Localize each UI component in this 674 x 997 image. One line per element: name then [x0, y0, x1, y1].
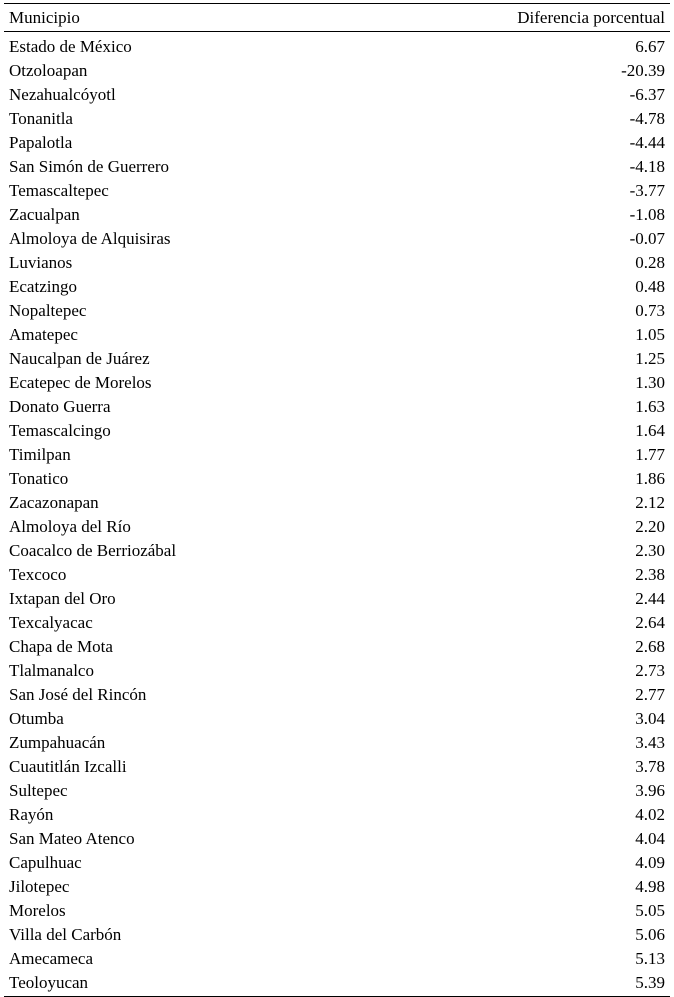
cell-diferencia: 0.73	[635, 301, 665, 320]
cell-municipio: Timilpan	[9, 445, 71, 464]
cell-diferencia: 3.78	[635, 757, 665, 776]
cell-diferencia: -4.78	[629, 109, 665, 128]
cell-municipio: Naucalpan de Juárez	[9, 349, 150, 368]
table-row	[4, 179, 670, 203]
cell-municipio: Nopaltepec	[9, 301, 87, 320]
table-row	[4, 779, 670, 803]
cell-diferencia: 2.30	[635, 541, 665, 560]
cell-diferencia: 3.04	[635, 709, 665, 728]
table-row	[4, 971, 670, 995]
cell-diferencia: 2.64	[635, 613, 665, 632]
cell-municipio: Chapa de Mota	[9, 637, 113, 656]
table-row	[4, 683, 670, 707]
cell-diferencia: -4.18	[629, 157, 665, 176]
table-row	[4, 395, 670, 419]
cell-municipio: Villa del Carbón	[9, 925, 122, 944]
table-row	[4, 107, 670, 131]
table-row	[4, 131, 670, 155]
table-row	[4, 35, 670, 59]
cell-diferencia: -4.44	[629, 133, 665, 152]
table-row	[4, 323, 670, 347]
cell-municipio: Sultepec	[9, 781, 68, 800]
table-row	[4, 563, 670, 587]
cell-diferencia: -6.37	[629, 85, 665, 104]
table-row	[4, 755, 670, 779]
table-body	[4, 32, 670, 995]
table-row	[4, 899, 670, 923]
cell-municipio: Tlalmanalco	[9, 661, 94, 680]
cell-municipio: Ecatepec de Morelos	[9, 373, 152, 392]
cell-diferencia: 2.73	[635, 661, 665, 680]
table-row	[4, 539, 670, 563]
table-header	[4, 4, 670, 31]
cell-municipio: Texcalyacac	[9, 613, 93, 632]
cell-municipio: Coacalco de Berriozábal	[9, 541, 177, 560]
cell-municipio: Teoloyucan	[9, 973, 89, 992]
cell-diferencia: -0.07	[629, 229, 665, 248]
cell-diferencia: 5.39	[635, 973, 665, 992]
cell-diferencia: 5.05	[635, 901, 665, 920]
cell-municipio: Otzoloapan	[9, 61, 88, 80]
cell-municipio: Papalotla	[9, 133, 73, 152]
table-row	[4, 707, 670, 731]
cell-diferencia: -20.39	[621, 61, 665, 80]
cell-municipio: San Mateo Atenco	[9, 829, 135, 848]
table-row	[4, 875, 670, 899]
column-header-municipio: Municipio	[9, 8, 80, 27]
cell-municipio: Temascaltepec	[9, 181, 109, 200]
cell-diferencia: 2.68	[635, 637, 665, 656]
cell-municipio: Amatepec	[9, 325, 78, 344]
table-row	[4, 635, 670, 659]
table-row	[4, 251, 670, 275]
cell-diferencia: 3.43	[635, 733, 665, 752]
cell-diferencia: 1.64	[635, 421, 665, 440]
cell-diferencia: 6.67	[635, 37, 665, 56]
cell-diferencia: 1.86	[635, 469, 665, 488]
cell-diferencia: 5.06	[635, 925, 665, 944]
table-row	[4, 803, 670, 827]
table-row	[4, 467, 670, 491]
table-row	[4, 443, 670, 467]
cell-diferencia: 2.77	[635, 685, 665, 704]
cell-diferencia: 0.48	[635, 277, 665, 296]
cell-municipio: Jilotepec	[9, 877, 70, 896]
cell-municipio: San Simón de Guerrero	[9, 157, 170, 176]
cell-diferencia: -3.77	[629, 181, 665, 200]
table-row	[4, 275, 670, 299]
cell-diferencia: 1.30	[635, 373, 665, 392]
table-row	[4, 659, 670, 683]
cell-municipio: Nezahualcóyotl	[9, 85, 116, 104]
cell-diferencia: 5.13	[635, 949, 665, 968]
cell-diferencia: 2.44	[635, 589, 665, 608]
table-row	[4, 515, 670, 539]
table-row	[4, 419, 670, 443]
cell-municipio: Otumba	[9, 709, 64, 728]
table-row	[4, 59, 670, 83]
cell-diferencia: 3.96	[635, 781, 665, 800]
data-table	[4, 0, 670, 997]
cell-diferencia: 2.20	[635, 517, 665, 536]
cell-diferencia: 4.04	[635, 829, 665, 848]
table-row	[4, 371, 670, 395]
table-row	[4, 491, 670, 515]
table-row	[4, 851, 670, 875]
cell-municipio: Tonatico	[9, 469, 69, 488]
cell-municipio: Estado de México	[9, 37, 132, 56]
cell-municipio: Zacazonapan	[9, 493, 99, 512]
cell-municipio: Texcoco	[9, 565, 67, 584]
cell-municipio: Temascalcingo	[9, 421, 111, 440]
table-row	[4, 155, 670, 179]
cell-municipio: Capulhuac	[9, 853, 82, 872]
cell-municipio: Luvianos	[9, 253, 73, 272]
cell-municipio: Rayón	[9, 805, 54, 824]
cell-municipio: Zumpahuacán	[9, 733, 106, 752]
cell-municipio: Almoloya del Río	[9, 517, 131, 536]
table-row	[4, 611, 670, 635]
cell-municipio: Tonanitla	[9, 109, 73, 128]
cell-municipio: Morelos	[9, 901, 66, 920]
table-row	[4, 347, 670, 371]
table-row	[4, 227, 670, 251]
cell-municipio: Cuautitlán Izcalli	[9, 757, 127, 776]
cell-diferencia: -1.08	[629, 205, 665, 224]
cell-diferencia: 2.38	[635, 565, 665, 584]
cell-diferencia: 4.09	[635, 853, 665, 872]
cell-diferencia: 1.25	[635, 349, 665, 368]
cell-diferencia: 4.98	[635, 877, 665, 896]
cell-municipio: Zacualpan	[9, 205, 80, 224]
table-row	[4, 731, 670, 755]
column-header-diferencia: Diferencia porcentual	[517, 8, 665, 27]
cell-diferencia: 1.05	[635, 325, 665, 344]
table-row	[4, 587, 670, 611]
cell-diferencia: 1.63	[635, 397, 665, 416]
table-row	[4, 83, 670, 107]
cell-municipio: Almoloya de Alquisiras	[9, 229, 171, 248]
table-row	[4, 947, 670, 971]
cell-municipio: Ixtapan del Oro	[9, 589, 116, 608]
table-row	[4, 827, 670, 851]
table-row	[4, 923, 670, 947]
table-row	[4, 203, 670, 227]
cell-diferencia: 2.12	[635, 493, 665, 512]
table-row	[4, 299, 670, 323]
cell-diferencia: 1.77	[635, 445, 665, 464]
cell-municipio: Ecatzingo	[9, 277, 77, 296]
cell-municipio: Donato Guerra	[9, 397, 111, 416]
cell-municipio: Amecameca	[9, 949, 93, 968]
cell-municipio: San José del Rincón	[9, 685, 147, 704]
cell-diferencia: 4.02	[635, 805, 665, 824]
cell-diferencia: 0.28	[635, 253, 665, 272]
